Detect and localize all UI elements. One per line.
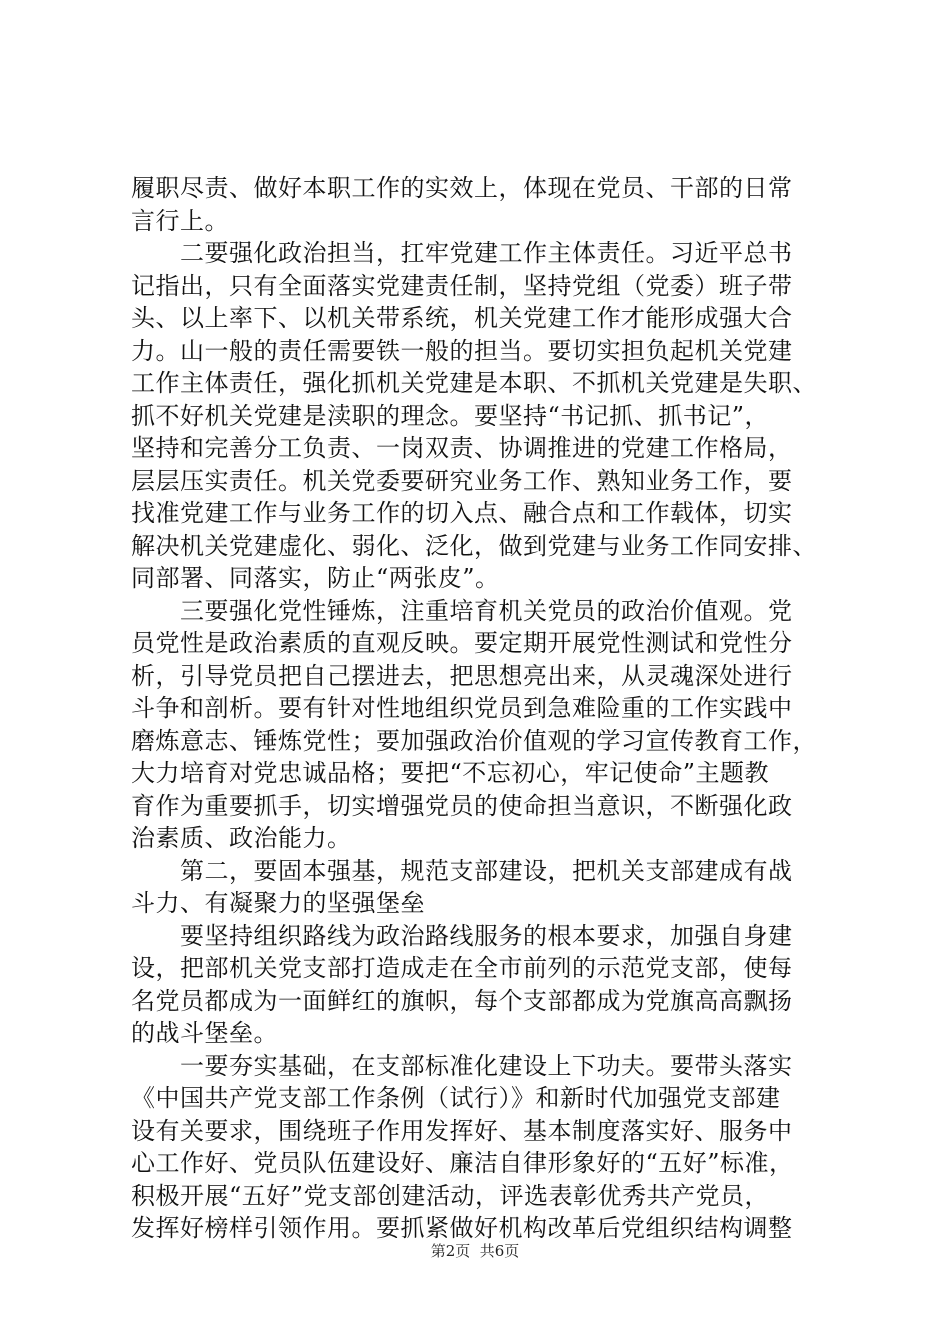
text-line: 斗力、有凝聚力的坚强堡垒: [131, 889, 425, 917]
text-line: 发挥好榜样引领作用。要抓紧做好机构改革后党组织结构调整: [131, 1214, 793, 1242]
text-line: 履职尽责、做好本职工作的实效上，体现在党员、干部的日常: [131, 174, 793, 202]
text-line: 磨炼意志、锤炼党性；要加强政治价值观的学习宣传教育工作，: [131, 726, 817, 755]
text-line: 治素质、政治能力。: [131, 824, 352, 852]
text-line: 记指出，只有全面落实党建责任制，坚持党组（党委）班子带: [131, 271, 793, 300]
document-body: [131, 172, 831, 1245]
text-line: 设有关要求，围绕班子作用发挥好、基本制度落实好、服务中: [131, 1116, 793, 1145]
text-line: 名党员都成为一面鲜红的旗帜，每个支部都成为党旗高高飘扬: [131, 986, 793, 1015]
text-line: 第二，要固本强基，规范支部建设，把机关支部建成有战: [131, 856, 793, 885]
text-line: 坚持和完善分工负责、一岗双责、协调推进的党建工作格局，: [131, 434, 793, 462]
text-line: 三要强化党性锤炼，注重培育机关党员的政治价值观。党: [131, 596, 793, 625]
text-line: 的战斗堡垒。: [131, 1019, 278, 1047]
text-line: 二要强化政治担当，扛牢党建工作主体责任。习近平总书: [131, 239, 793, 267]
text-line: 积极开展“五好”党支部创建活动，评选表彰优秀共产党员，: [131, 1181, 770, 1210]
text-line: 同部署、同落实，防止“两张皮”。: [131, 564, 500, 592]
text-line: 解决机关党建虚化、弱化、泛化，做到党建与业务工作同安排、: [131, 531, 817, 560]
text-line: 大力培育对党忠诚品格；要把“不忘初心，牢记使命”主题教: [131, 759, 770, 787]
text-line: 设，把部机关党支部打造成走在全市前列的示范党支部，使每: [131, 954, 793, 982]
text-line: 育作为重要抓手，切实增强党员的使命担当意识，不断强化政: [131, 791, 793, 820]
text-line: 员党性是政治素质的直观反映。要定期开展党性测试和党性分: [131, 629, 793, 657]
text-line: 力。山一般的责任需要铁一般的担当。要切实担负起机关党建: [131, 336, 793, 365]
text-line: 《中国共产党支部工作条例（试行）》和新时代加强党支部建: [131, 1084, 781, 1112]
text-line: 找准党建工作与业务工作的切入点、融合点和工作载体，切实: [131, 499, 793, 527]
text-line: 抓不好机关党建是渎职的理念。要坚持“书记抓、抓书记”，: [131, 401, 770, 430]
text-line: 层层压实责任。机关党委要研究业务工作、熟知业务工作，要: [131, 466, 793, 495]
text-line: 斗争和剖析。要有针对性地组织党员到急难险重的工作实践中: [131, 694, 793, 722]
text-line: 析，引导党员把自己摆进去，把思想亮出来，从灵魂深处进行: [131, 661, 793, 690]
text-line: 要坚持组织路线为政治路线服务的根本要求，加强自身建: [131, 921, 793, 950]
page-footer: 第2页 共6页: [430, 1242, 520, 1260]
text-line: 工作主体责任，强化抓机关党建是本职、不抓机关党建是失职、: [131, 369, 817, 397]
text-line: 心工作好、党员队伍建设好、廉洁自律形象好的“五好”标准，: [131, 1149, 794, 1177]
text-line: 头、以上率下、以机关带系统，机关党建工作才能形成强大合: [131, 304, 793, 332]
text-line: 一要夯实基础，在支部标准化建设上下功夫。要带头落实: [131, 1051, 793, 1080]
text-line: 言行上。: [131, 206, 229, 235]
